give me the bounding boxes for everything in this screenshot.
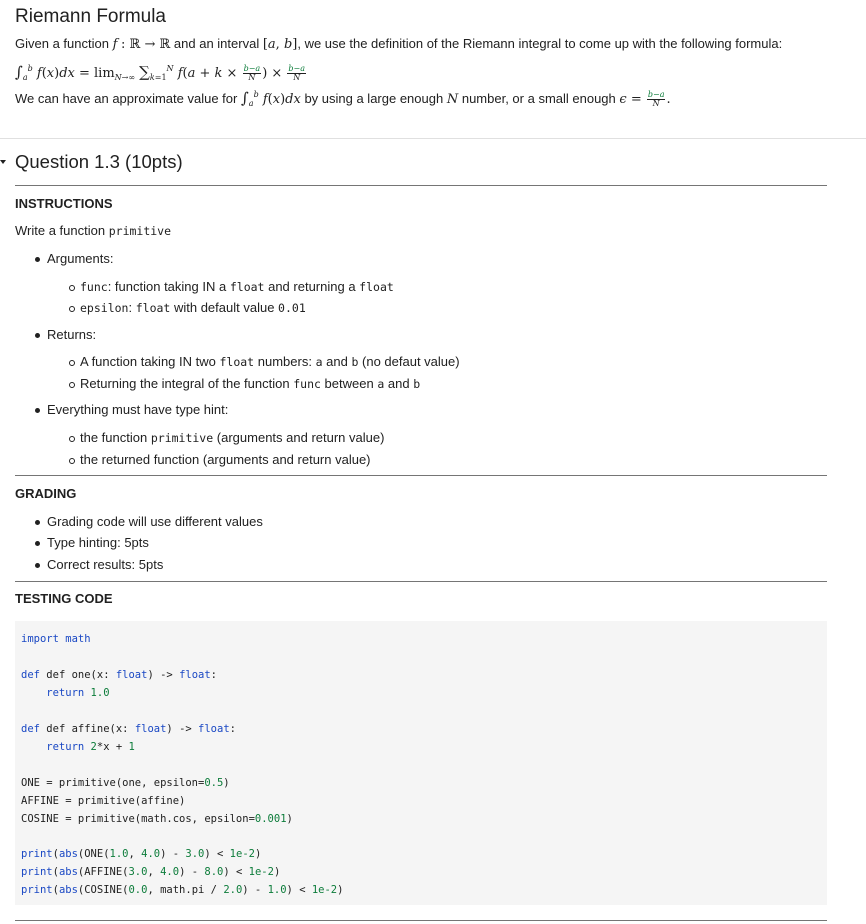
typehint-2-item: the returned function (arguments and return value)	[80, 452, 371, 467]
divider	[15, 581, 827, 582]
code-line: ONE = primitive(one, epsilon=0.5)	[21, 777, 230, 789]
question-section	[0, 138, 866, 139]
code-line: print(abs(COSINE(0.0, math.pi / 2.0) - 1.0) < 1e-2)	[21, 884, 344, 896]
page-title: Riemann Formula	[15, 6, 166, 27]
collapse-arrow-icon[interactable]	[0, 160, 6, 164]
return-2-item: Returning the integral of the function func between a and b	[80, 376, 421, 391]
code-line: AFFINE = primitive(affine)	[21, 795, 186, 807]
code-block[interactable]	[15, 621, 827, 905]
typehint-item: Everything must have type hint:	[47, 402, 229, 417]
approx-paragraph: We can have an approximate value for $\int_a^b$ f(x)dx by using a large enough N number, or a small enough ϵ = $\frac{b-a}{N}$ .	[15, 89, 671, 108]
typehint-1-item: the function primitive (arguments and return value)	[80, 430, 385, 445]
instruction-write: Write a function primitive	[15, 223, 172, 238]
arg-epsilon-item: epsilon: float with default value 0.01	[80, 300, 306, 315]
instructions-heading: INSTRUCTIONS	[15, 196, 113, 211]
math-f: f	[112, 37, 118, 52]
testing-heading: TESTING CODE	[15, 591, 113, 606]
returns-item: Returns:	[47, 327, 97, 342]
divider	[15, 185, 827, 186]
arg-func-item: func: function taking IN a float and returning a float	[80, 279, 394, 294]
return-1-item: A function taking IN two float numbers: a and b (no defaut value)	[80, 354, 460, 369]
code-line: def def one(x: float) -> float:	[21, 669, 217, 681]
divider	[15, 920, 827, 921]
code-line: return 2*x + 1	[21, 741, 135, 753]
code-line: import math	[21, 633, 91, 645]
divider	[15, 475, 827, 476]
code-line: def def affine(x: float) -> float:	[21, 723, 236, 735]
question-title: Question 1.3 (10pts)	[15, 151, 183, 172]
grading-item: Grading code will use different values	[47, 514, 263, 529]
code-line: print(abs(AFFINE(3.0, 4.0) - 8.0) < 1e-2)	[21, 866, 281, 878]
arguments-item: Arguments:	[47, 251, 114, 266]
grading-item: Type hinting: 5pts	[47, 535, 149, 550]
intro-paragraph: Given a function f : ℝ → ℝ and an interval [a, b], we use the definition of the Riemann integral to come up with the following formula:	[15, 36, 783, 52]
code-line: return 1.0	[21, 687, 110, 699]
code-line: print(abs(ONE(1.0, 4.0) - 3.0) < 1e-2)	[21, 848, 262, 860]
markdown-cell[interactable]	[0, 0, 866, 108]
grading-heading: GRADING	[15, 486, 77, 501]
code-line: COSINE = primitive(math.cos, epsilon=0.001)	[21, 813, 293, 825]
riemann-formula: $\int_a^b$ $f(x)dx = \lim_{N\to\infty} \sum_{k=1}^N$ f(a + k × $\frac{b-a}{N}$ ) × $\frac{b-a}{N}$	[15, 63, 306, 82]
grading-item: Correct results: 5pts	[47, 557, 164, 572]
